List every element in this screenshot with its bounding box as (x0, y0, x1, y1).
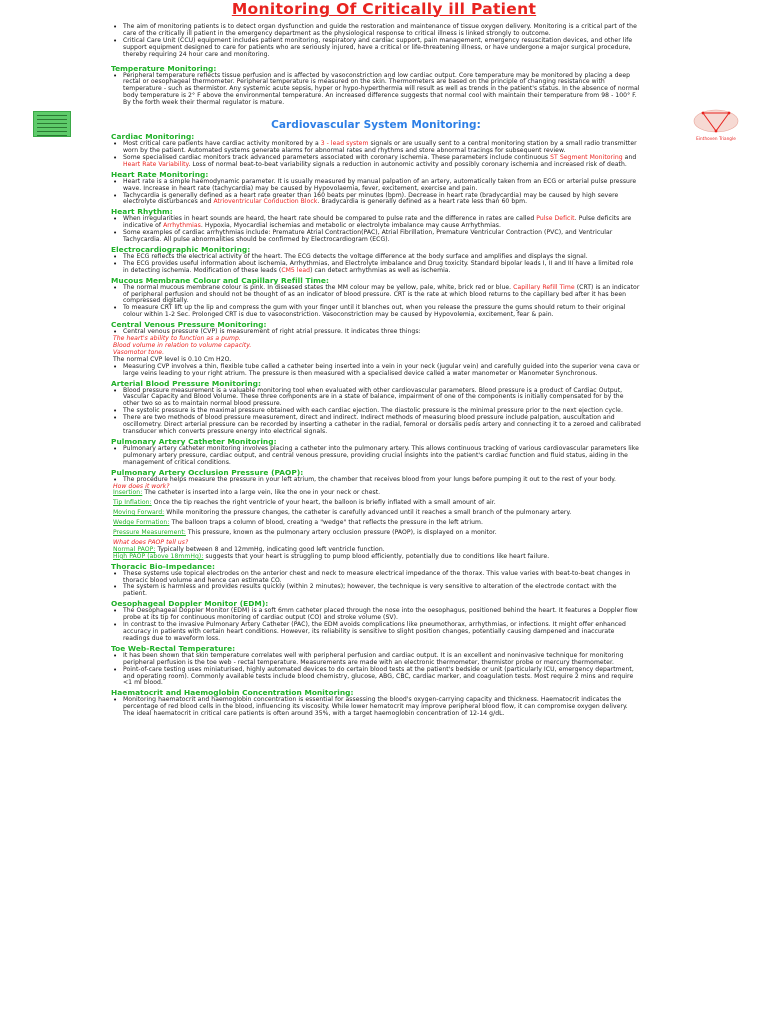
list-item: • There are two methods of blood pressure measurement, direct and indirect. Indirect methods of measuring blood pressure include palpation, auscultation and oscillometry. Direct arterial pressure can be recorded by inserting a catheter in the radial, femoral or dorsalis pedis artery and connecting it to a zeroed and calibrated transducer which converts pressure energy into electrical signals. (111, 415, 641, 436)
cvp-indicator-line: The heart's ability to function as a pump. (113, 335, 241, 343)
list-item: • To measure CRT lift up the lip and compress the gum with your finger until it blanches out, when you release the pressure the gums should return to their original colour within 1-2 Sec. Prolonged CRT is due to vasoconstriction. Vasoconstriction may be caused by Hypovolemia, excitement, fear & pain. (111, 305, 641, 319)
text-run: . (595, 369, 598, 377)
text-run: (CRT) is an indicator of peripheral perfusion and should not be thought of as an indicator of blood pressure. CRT is the rate at which blood returns to the capillary bed after it has been compressed digitally. (123, 283, 640, 305)
bullet-list-thoracic (111, 571, 641, 599)
page-title: Monitoring Of Critically ill Patient (231, 0, 537, 18)
highlight-term: Heart Rate Variability (123, 160, 189, 168)
bullet-list-edm (111, 608, 641, 643)
paop-step-label: Insertion: (113, 489, 143, 497)
paop-step (111, 520, 641, 527)
list-item: • The Oesophageal Doppler Monitor (EDM) is a soft 6mm catheter placed through the nose into the oesophagus, positioned behind the heart. It features a Doppler flow probe at its tip for continuous monitoring of cardiac output (CO) and stroke volume (SV). (111, 608, 641, 622)
paop-how-question: How does it work? (113, 482, 170, 490)
section-heading-cardiac: Cardiac Monitoring: (111, 132, 195, 142)
text-run: When irregularities in heart sounds are heard, the heart rate should be compared to pulse rate and the difference in rates are called (123, 215, 537, 223)
spacer (111, 59, 641, 63)
einthoven-triangle-figure (687, 108, 745, 144)
paop-step-label: Moving Forward: (113, 509, 165, 517)
bullet-list-cvp-lead (111, 329, 641, 336)
list-item (111, 216, 641, 230)
text-run: Most critical care patients have cardiac activity monitored by a (123, 140, 321, 148)
text-run: . Loss of normal beat-to-beat variability signals a reduction in autonomic activity and possibly coronary ischemia and increased risk of death. (188, 160, 627, 168)
text-run: signals or are usually sent to a central monitoring station by a small radio transmitter worn by the patient. Automated systems generate alarms for abnormal rates and rhythms and store abnormal tracings for subsequent review. (123, 140, 637, 154)
bullet-list-mucous (111, 285, 641, 320)
list-item (111, 141, 641, 155)
list-item: • The aim of monitoring patients is to detect organ dysfunction and guide the restoration and maintenance of tissue oxygen delivery. Monitoring is a critical part of the care of the critically ill patient in the emergency department as the physiological response to critical illness is linked strongly to outcome. (111, 24, 641, 38)
section-heading-temperature: Temperature Monitoring: (111, 63, 217, 73)
list-item: • Pulmonary artery catheter monitoring involves placing a catheter into the pulmonary artery. This allows continuous tracking of various cardiovascular parameters like pulmonary artery pressure, cardiac output, and central venous pressure, providing crucial insights into the patient's cardiac function and fluid status, aiding in the management of critical conditions. (111, 446, 641, 467)
text-run: Some specialised cardiac monitors track advanced parameters associated with coronary ischemia. These parameters include continuous (123, 153, 551, 161)
paop-result-label: Normal PAOP: (113, 545, 156, 553)
bullet-list-toe_web (111, 653, 641, 688)
list-item: • Blood pressure measurement is a valuable monitoring tool when evaluated with other cardiovascular parameters. Blood pressure is a product of Cardiac Output, Vascular Capacity and Blood Volume. These three components are in a state of balance, impairment of one of the components is initially compensated for by the other two so as to maintain normal blood pressure. (111, 388, 641, 409)
text-run: The ECG provides useful information about ischemia, Arrhythmias, and Electrolyte imbalance and Drug toxicity. Standard bipolar leads I, II and III have a limited role in detecting ischemia. Modification of these leads ( (123, 259, 634, 274)
text-run: Measuring CVP involves a thin, flexible tube called a catheter being inserted into a vein in your neck (jugular vein) and carefully guided into the superior vena cava or large veins leading to your right atrium. The pressure is then measured with a specialised device called a water manometer or (123, 362, 640, 377)
bullet-list-cvp (111, 364, 641, 378)
highlight-term: 3 - lead system (320, 140, 369, 148)
paop-result-text: Typically between 8 and 12mmHg, indicating good left ventricle function. (155, 545, 385, 553)
paop-step-text: This pressure, known as the pulmonary artery occlusion pressure (PAOP), is displayed on a monitor. (185, 529, 497, 537)
list-item: • In contrast to the invasive Pulmonary Artery Catheter (PAC), the EDM avoids complications like pneumothorax, arrhythmias, or infections. It might offer enhanced accuracy in patients with certain heart conditions. However, its reliability is sensitive to slight position changes, potentially causing dampened and inaccurate readings due to waveform loss. (111, 622, 641, 643)
section-heading-ecg: Electrocardiographic Monitoring: (111, 244, 251, 254)
bullet-list-paop (111, 477, 641, 484)
paop-step-label: Pressure Measurement: (113, 529, 186, 537)
paop-step-text: While monitoring the pressure changes, the catheter is carefully advanced until it reaches a small branch of the pulmonary artery. (164, 509, 572, 517)
bullet-list-intro (111, 24, 641, 59)
einthoven-triangle-label: Einthoven Triangle (696, 136, 736, 141)
list-item (111, 364, 641, 378)
list-item (111, 261, 641, 275)
einthoven-triangle-icon (687, 108, 745, 136)
section-heading-cvp: Central Venous Pressure Monitoring: (111, 320, 267, 330)
list-item: • The systolic pressure is the maximal pressure obtained with each cardiac ejection. The diastolic pressure is the minimal pressure prior to the next ejection cycle. (111, 408, 641, 415)
paop-step-text: Once the tip reaches the right ventricle of your heart, the balloon is briefly inflated with a small amount of air. (151, 499, 496, 507)
paop-step (111, 500, 641, 507)
bullet-list-pac (111, 446, 641, 467)
highlight-term: Atrioventricular Conduction Block (213, 198, 318, 206)
list-item (111, 285, 641, 306)
paop-result-label: High PAOP (above 18mmHg): (113, 552, 204, 560)
bullet-list-heart_rate (111, 179, 641, 207)
bullet-list-haemato (111, 697, 641, 718)
highlight-term: Arrhythmias (163, 222, 201, 230)
paop-step (111, 530, 641, 537)
list-item: • Critical Care Unit (CCU) equipment includes patient monitoring, respiratory and cardiac support, pain management, emergency resuscitation devices, and other life support equipment designed to care for patients who are seriously injured, have a critical or life-threatening illness, or have undergone a major surgical procedure, thereby requiring 24 hour care and monitoring. (111, 38, 641, 59)
section-heading-mucous: Mucous Membrane Colour and Capillary Refill Time: (111, 275, 329, 285)
list-item: • The ECG reflects the electrical activity of the heart. The ECG detects the voltage difference at the body surface and amplifies and displays the signal. (111, 254, 641, 261)
cvp-indicator-line: Vasomotor tone. (113, 348, 165, 356)
paop-step (111, 490, 641, 497)
text-run: Tachycardia is generally defined as a heart rate greater than 160 beats per minutes (bpm). Decrease in heart rate (bradycardia) may be caused by high severe electrolyte disturbances and (123, 191, 619, 206)
paop-step-label: Tip Inflation: (113, 499, 152, 507)
section-heading-paop: Pulmonary Artery Occlusion Pressure (PAOP): (111, 467, 304, 477)
section-heading-thoracic: Thoracic Bio-Impedance: (111, 561, 215, 571)
highlight-term: CM5 lead (281, 266, 311, 274)
bullet-list-temperature (111, 73, 641, 108)
bullet-list-cardiac (111, 141, 641, 169)
list-item: • Peripheral temperature reflects tissue perfusion and is affected by vasoconstriction and low cardiac output. Core temperature may be monitored by placing a deep rectal or oesophageal thermometer. Peripheral temperature is measured on the skin. Thermometers are based on the principle of changing resistance with temperature - such as thermistor. Any systemic acute sepsis, hyper or hypo-hyperthermia will result as well as trends in the patient's status. In the absence of normal body temperature is 2° F above the environmental temperature. An increased difference suggests that normal cool with maintain their temperature from 98 - 100° F. By the forth week their thermal regulator is mature. (111, 73, 641, 108)
text-run: and (622, 153, 637, 161)
list-item: • Monitoring haematocrit and haemoglobin concentration is essential for assessing the blood's oxygen-carrying capacity and thickness. Haematocrit indicates the percentage of red blood cells in the blood, influencing its viscosity. While lower hematocrit may improve peripheral blood flow, it can compromise oxygen delivery. The ideal haematocrit in critical care patients is often around 35%, with a target haemoglobin concentration of 12-14 g/dL. (111, 697, 641, 718)
list-item: • Point-of-care testing uses miniaturised, highly automated devices to do certain blood tests at the patient's bedside or unit (particularly ICU, emergency department, and operating room). Commonly available tests include blood chemistry, glucose, ABG, CBC, cardiac marker, and coagulation tests. Most require 2 mins and require <1 ml blood. (111, 667, 641, 688)
list-item (111, 155, 641, 169)
cvp-normal-level: The normal CVP level is 0.10 Cm H2O. (113, 355, 232, 363)
section-heading-heart_rate: Heart Rate Monitoring: (111, 169, 209, 179)
highlight-term: ST Segment Monitoring (550, 153, 623, 161)
list-item: • The system is harmless and provides results quickly (within 2 minutes); however, the technique is very sensitive to alteration of the electrode contact with the patient. (111, 584, 641, 598)
text-run: ) can detect arrhythmias as well as ischemia. (310, 266, 451, 274)
section-heading-edm: Oesophageal Doppler Monitor (EDM): (111, 599, 269, 609)
list-item: • Heart rate is a simple haemodynamic parameter. It is usually measured by manual palpation of an artery, automatically taken from an ECG or arterial pulse pressure wave. Increase in heart rate (tachycardia) may be caused by Hypovolaemia, fever, excitement, exercise and pain. (111, 179, 641, 193)
text-run: The normal mucous membrane colour is pink. In diseased states the MM colour may be yellow, pale, white, brick red or blue. (123, 283, 514, 291)
section-heading-toe_web: Toe Web-Rectal Temperature: (111, 643, 236, 653)
bullet-list-ecg (111, 254, 641, 275)
paop-step-label: Wedge Formation: (113, 519, 170, 527)
list-item (111, 193, 641, 207)
paop-result-text: suggests that your heart is struggling to pump blood efficiently, potentially due to conditions like heart failure. (203, 552, 550, 560)
text-run: . Bradycardia is generally defined as a heart rate less than 60 bpm. (317, 198, 528, 206)
list-item: • The procedure helps measure the pressure in your left atrium, the chamber that receives blood from your lungs before pumping it out to the rest of your body. (111, 477, 641, 484)
text-run: . Hypoxia, Myocardial ischemias and metabolic or electrolyte imbalance may cause Arrhythmias. (200, 222, 502, 230)
paop-result (111, 554, 641, 561)
section-heading-abp: Arterial Blood Pressure Monitoring: (111, 378, 262, 388)
bullet-list-heart_rhythm (111, 216, 641, 244)
highlight-term: Capillary Refill Time (513, 283, 575, 291)
section-heading-haemato: Haematocrit and Haemoglobin Concentration Monitoring: (111, 688, 354, 698)
highlight-term: Manometer Synchronous (518, 369, 596, 377)
paop-step-text: The balloon traps a column of blood, creating a "wedge" that reflects the pressure in the left atrium. (169, 519, 484, 527)
cardio-heading: Cardiovascular System Monitoring: (271, 119, 481, 132)
cvp-indicator-line: Blood volume in relation to volume capacity. (113, 342, 252, 349)
section-heading-heart_rhythm: Heart Rhythm: (111, 207, 173, 217)
document-body (111, 24, 641, 718)
paop-step-text: The catheter is inserted into a large vein, like the one in your neck or chest. (142, 489, 381, 497)
highlight-term: Pulse Deficit (536, 215, 575, 223)
list-item: • Some examples of cardiac arrhythmias include: Premature Atrial Contraction(PAC), Atrial Fibrillation, Premature Ventricular Contraction (PVC), and Ventricular Tachycardia. All pulse abnormalities should be confirmed by Electrocardiogram (ECG). (111, 230, 641, 244)
paop-tell-question: What does PAOP tell us? (113, 538, 189, 546)
text-run: . Pulse deficits are indicative of (123, 215, 632, 230)
bullet-list-abp (111, 388, 641, 436)
list-item: • These systems use topical electrodes on the anterior chest and neck to measure electrical impedance of the thorax. This value varies with beat-to-beat changes in thoracic blood volume and hence can estimate CO. (111, 571, 641, 585)
list-item: • Central venous pressure (CVP) is measurement of right atrial pressure. It indicates three things: (111, 329, 641, 336)
section-heading-pac: Pulmonary Artery Catheter Monitoring: (111, 436, 277, 446)
paop-step (111, 510, 641, 517)
green-sticky-note (33, 111, 71, 137)
list-item: • It has been shown that skin temperature correlates well with peripheral perfusion and cardiac output. It is an excellent and noninvasive technique for monitoring peripheral perfusion is the toe web - rectal temperature. Measurements are made with an electronic thermometer, thermistor probe or mercury thermometer. (111, 653, 641, 667)
